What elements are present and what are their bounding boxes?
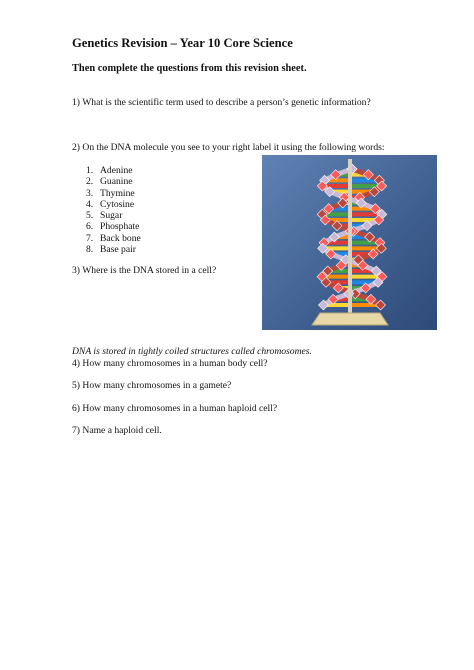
list-item-number: 2.	[86, 176, 94, 188]
label-word-list	[86, 165, 141, 255]
list-item	[86, 221, 141, 232]
list-item	[86, 188, 141, 199]
list-item-number: 4.	[86, 198, 94, 210]
stand-pole	[348, 159, 352, 319]
stand-base	[312, 313, 388, 325]
question-6: 6) How many chromosomes in a human haploid cell?	[72, 403, 278, 414]
list-item	[86, 233, 141, 244]
page-title: Genetics Revision – Year 10 Core Science	[72, 36, 293, 50]
question-7: 7) Name a haploid cell.	[72, 425, 162, 436]
list-item	[86, 165, 141, 176]
list-item-number: 1.	[86, 165, 94, 176]
list-item-label: Sugar	[100, 210, 123, 222]
list-item-number: 7.	[86, 232, 94, 244]
list-item-number: 5.	[86, 210, 94, 222]
list-item-label: Thymine	[100, 187, 135, 199]
question-3: 3) Where is the DNA stored in a cell?	[72, 265, 217, 276]
list-item-number: 6.	[86, 221, 94, 233]
list-item-label: Cytosine	[100, 198, 135, 210]
list-item-label: Guanine	[100, 176, 133, 188]
list-item-label: Back bone	[100, 232, 141, 244]
question-4: 4) How many chromosomes in a human body cell?	[72, 358, 268, 369]
dna-model-photo	[262, 155, 437, 330]
list-item-number: 3.	[86, 187, 94, 199]
instructions-heading: Then complete the questions from this revision sheet.	[72, 63, 307, 74]
list-item	[86, 199, 141, 210]
list-item-label: Adenine	[100, 165, 133, 176]
question-2: 2) On the DNA molecule you see to your right label it using the following words:	[72, 142, 385, 153]
chromosome-note: DNA is stored in tightly coiled structures called chromosomes.	[72, 346, 312, 357]
list-item-label: Phosphate	[100, 221, 140, 233]
dna-model-illustration	[262, 155, 437, 330]
list-item	[86, 210, 141, 221]
question-1: 1) What is the scientific term used to describe a person’s genetic information?	[72, 97, 371, 108]
list-item	[86, 176, 141, 187]
list-item-label: Base pair	[100, 244, 136, 256]
question-5: 5) How many chromosomes in a gamete?	[72, 380, 232, 391]
list-item	[86, 244, 141, 255]
list-item-number: 8.	[86, 244, 94, 256]
